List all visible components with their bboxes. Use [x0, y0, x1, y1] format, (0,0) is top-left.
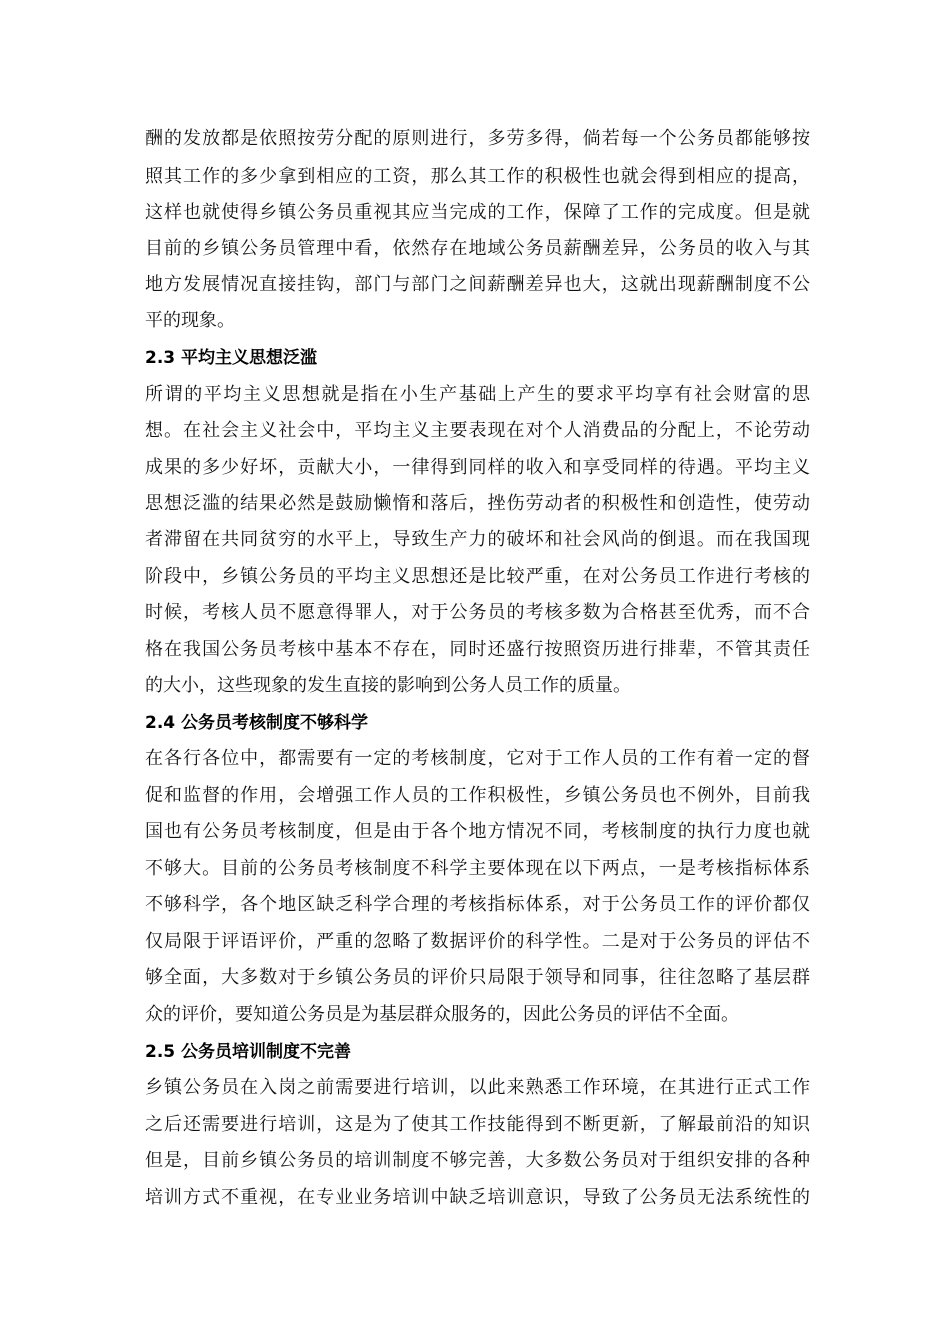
- section-heading: 2.3 平均主义思想泛滥: [145, 348, 318, 368]
- paragraph-line: 促和监督的作用，会增强工作人员的工作积极性，乡镇公务员也不例外，目前我: [145, 785, 810, 806]
- paragraph-line: 的大小，这些现象的发生直接的影响到公务人员工作的质量。: [145, 675, 631, 696]
- paragraph-line: 但是，目前乡镇公务员的培训制度不够完善，大多数公务员对于组织安排的各种: [145, 1150, 810, 1171]
- section-heading: 2.5 公务员培训制度不完善: [145, 1042, 352, 1062]
- paragraph-line: 目前的乡镇公务员管理中看，依然存在地域公务员薪酬差异，公务员的收入与其: [145, 238, 810, 259]
- paragraph-line: 不够大。目前的公务员考核制度不科学主要体现在以下两点，一是考核指标体系: [145, 858, 810, 879]
- paragraph-line: 众的评价，要知道公务员是为基层群众服务的，因此公务员的评估不全面。: [145, 1004, 739, 1025]
- paragraph-line: 时候，考核人员不愿意得罪人，对于公务员的考核多数为合格甚至优秀，而不合: [145, 602, 810, 623]
- paragraph-line: 在各行各位中，都需要有一定的考核制度，它对于工作人员的工作有着一定的督: [145, 748, 810, 769]
- paragraph-line: 培训方式不重视，在专业业务培训中缺乏培训意识，导致了公务员无法系统性的: [145, 1187, 810, 1208]
- paragraph-line: 平的现象。: [145, 310, 235, 331]
- paragraph-line: 够全面，大多数对于乡镇公务员的评价只局限于领导和同事，往往忽略了基层群: [145, 967, 810, 988]
- paragraph-line: 仅局限于评语评价，严重的忽略了数据评价的科学性。二是对于公务员的评估不: [145, 931, 810, 952]
- paragraph-line: 不够科学，各个地区缺乏科学合理的考核指标体系，对于公务员工作的评价都仅: [145, 894, 810, 915]
- paragraph-line: 酬的发放都是依照按劳分配的原则进行，多劳多得，倘若每一个公务员都能够按: [145, 128, 810, 149]
- paragraph-line: 地方发展情况直接挂钩，部门与部门之间薪酬差异也大，这就出现薪酬制度不公: [145, 274, 810, 295]
- paragraph-line: 之后还需要进行培训，这是为了使其工作技能得到不断更新，了解最前沿的知识: [145, 1114, 810, 1135]
- paragraph-line: 阶段中，乡镇公务员的平均主义思想还是比较严重，在对公务员工作进行考核的: [145, 566, 810, 587]
- paragraph-line: 想。在社会主义社会中，平均主义主要表现在对个人消费品的分配上，不论劳动: [145, 420, 810, 441]
- paragraph-line: 成果的多少好坏，贡献大小，一律得到同样的收入和享受同样的待遇。平均主义: [145, 457, 810, 478]
- paragraph-line: 照其工作的多少拿到相应的工资，那么其工作的积极性也就会得到相应的提高，: [145, 166, 810, 187]
- section-heading: 2.4 公务员考核制度不够科学: [145, 713, 369, 733]
- paragraph-line: 者滞留在共同贫穷的水平上，导致生产力的破坏和社会风尚的倒退。而在我国现: [145, 529, 810, 550]
- paragraph-line: 这样也就使得乡镇公务员重视其应当完成的工作，保障了工作的完成度。但是就: [145, 202, 810, 223]
- paragraph-line: 国也有公务员考核制度，但是由于各个地方情况不同，考核制度的执行力度也就: [145, 821, 810, 842]
- paragraph-line: 所谓的平均主义思想就是指在小生产基础上产生的要求平均享有社会财富的思: [145, 384, 810, 405]
- paragraph-line: 思想泛滥的结果必然是鼓励懒惰和落后，挫伤劳动者的积极性和创造性，使劳动: [145, 493, 810, 514]
- paragraph-line: 乡镇公务员在入岗之前需要进行培训，以此来熟悉工作环境，在其进行正式工作: [145, 1077, 810, 1098]
- paragraph-line: 格在我国公务员考核中基本不存在，同时还盛行按照资历进行排辈，不管其责任: [145, 639, 810, 660]
